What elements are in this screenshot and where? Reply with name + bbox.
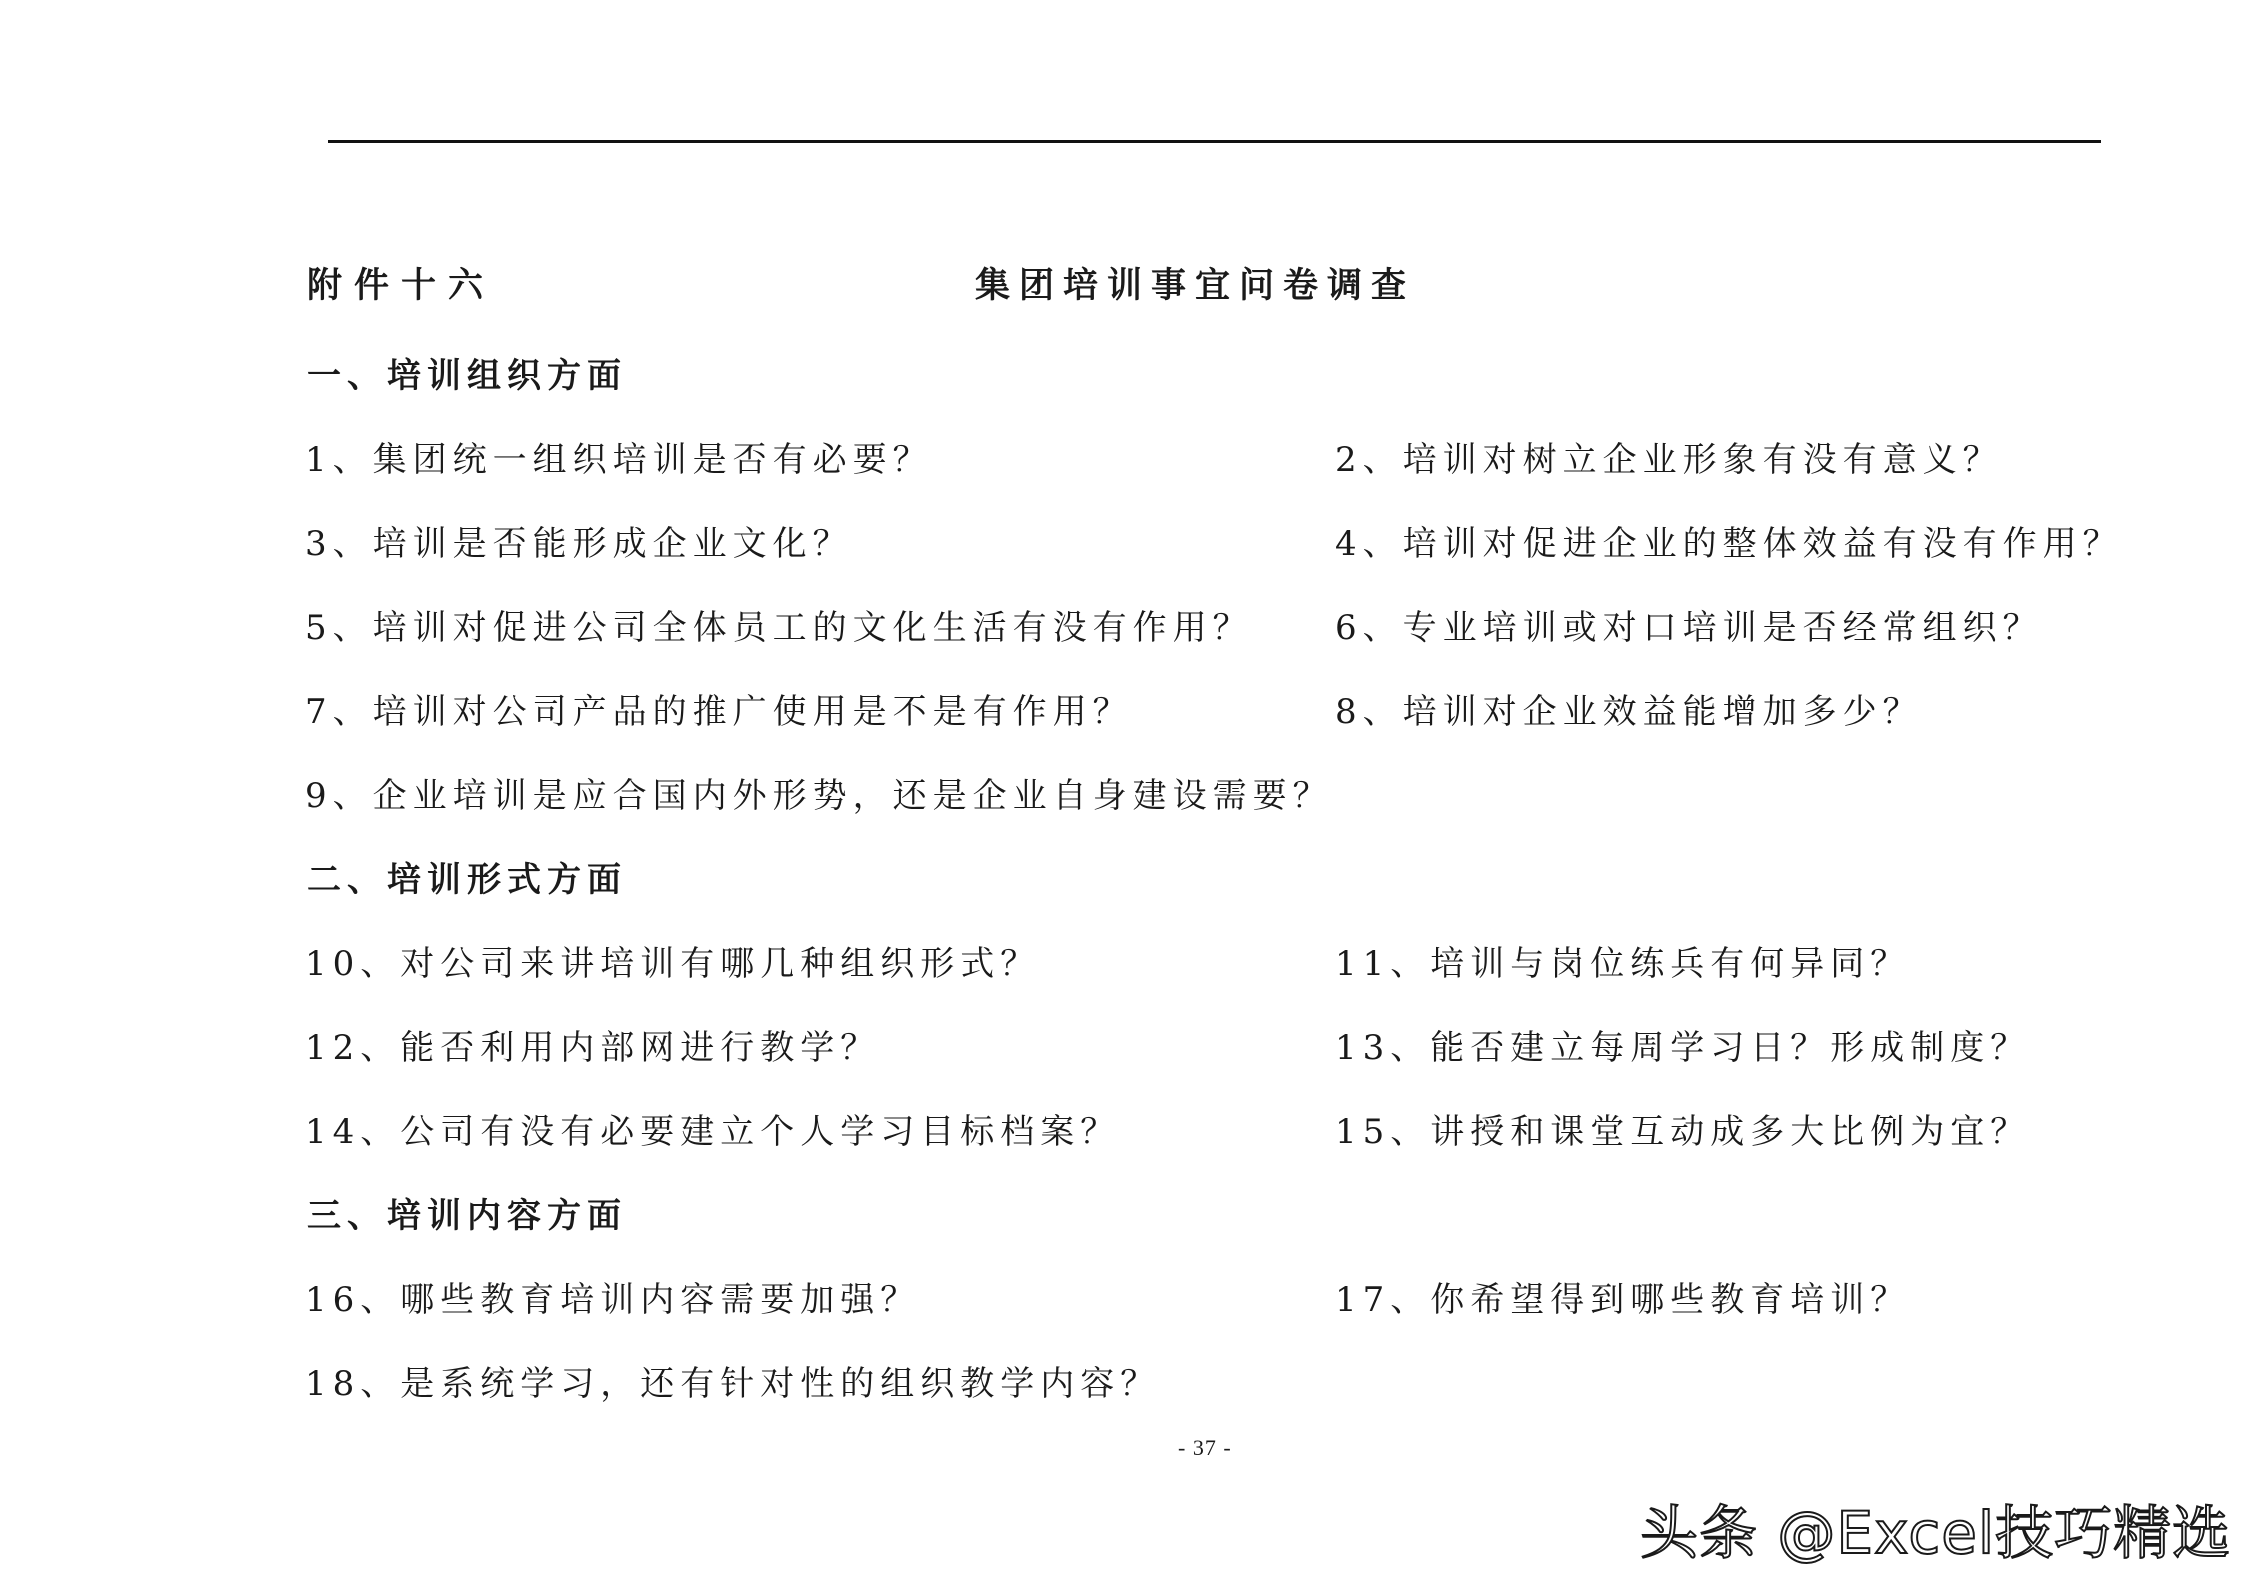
- question-18: 18、是系统学习，还有针对性的组织教学内容？: [305, 1364, 1161, 1404]
- question-17: 17、你希望得到哪些教育培训？: [1335, 1280, 1911, 1320]
- question-14: 14、公司有没有必要建立个人学习目标档案？: [305, 1112, 1121, 1152]
- question-7: 7、培训对公司产品的推广使用是不是有作用？: [305, 692, 1133, 732]
- question-6: 6、专业培训或对口培训是否经常组织？: [1335, 608, 2043, 648]
- section-heading-organization: 一、培训组织方面: [307, 356, 627, 396]
- question-15: 15、讲授和课堂互动成多大比例为宜？: [1335, 1112, 2031, 1152]
- question-5: 5、培训对促进公司全体员工的文化生活有没有作用？: [305, 608, 1253, 648]
- question-13: 13、能否建立每周学习日？形成制度？: [1335, 1028, 2031, 1068]
- question-12: 12、能否利用内部网进行教学？: [305, 1028, 881, 1068]
- question-11: 11、培训与岗位练兵有何异同？: [1335, 944, 1911, 984]
- question-4: 4、培训对促进企业的整体效益有没有作用？: [1335, 524, 2123, 564]
- question-10: 10、对公司来讲培训有哪几种组织形式？: [305, 944, 1041, 984]
- question-3: 3、培训是否能形成企业文化？: [305, 524, 853, 564]
- attachment-label: 附件十六: [307, 266, 496, 306]
- section-heading-content: 三、培训内容方面: [307, 1196, 627, 1236]
- watermark: 头条 @Excel技巧精选: [1640, 1499, 2232, 1567]
- section-heading-format: 二、培训形式方面: [307, 860, 627, 900]
- document-title: 集团培训事宜问卷调查: [975, 266, 1416, 306]
- question-2: 2、培训对树立企业形象有没有意义？: [1335, 440, 2003, 480]
- page-number: - 37 -: [1178, 1435, 1232, 1460]
- question-16: 16、哪些教育培训内容需要加强？: [305, 1280, 921, 1320]
- question-1: 1、集团统一组织培训是否有必要？: [305, 440, 933, 480]
- question-9: 9、企业培训是应合国内外形势，还是企业自身建设需要？: [305, 776, 1333, 816]
- header-rule: [328, 140, 2101, 143]
- question-8: 8、培训对企业效益能增加多少？: [1335, 692, 1923, 732]
